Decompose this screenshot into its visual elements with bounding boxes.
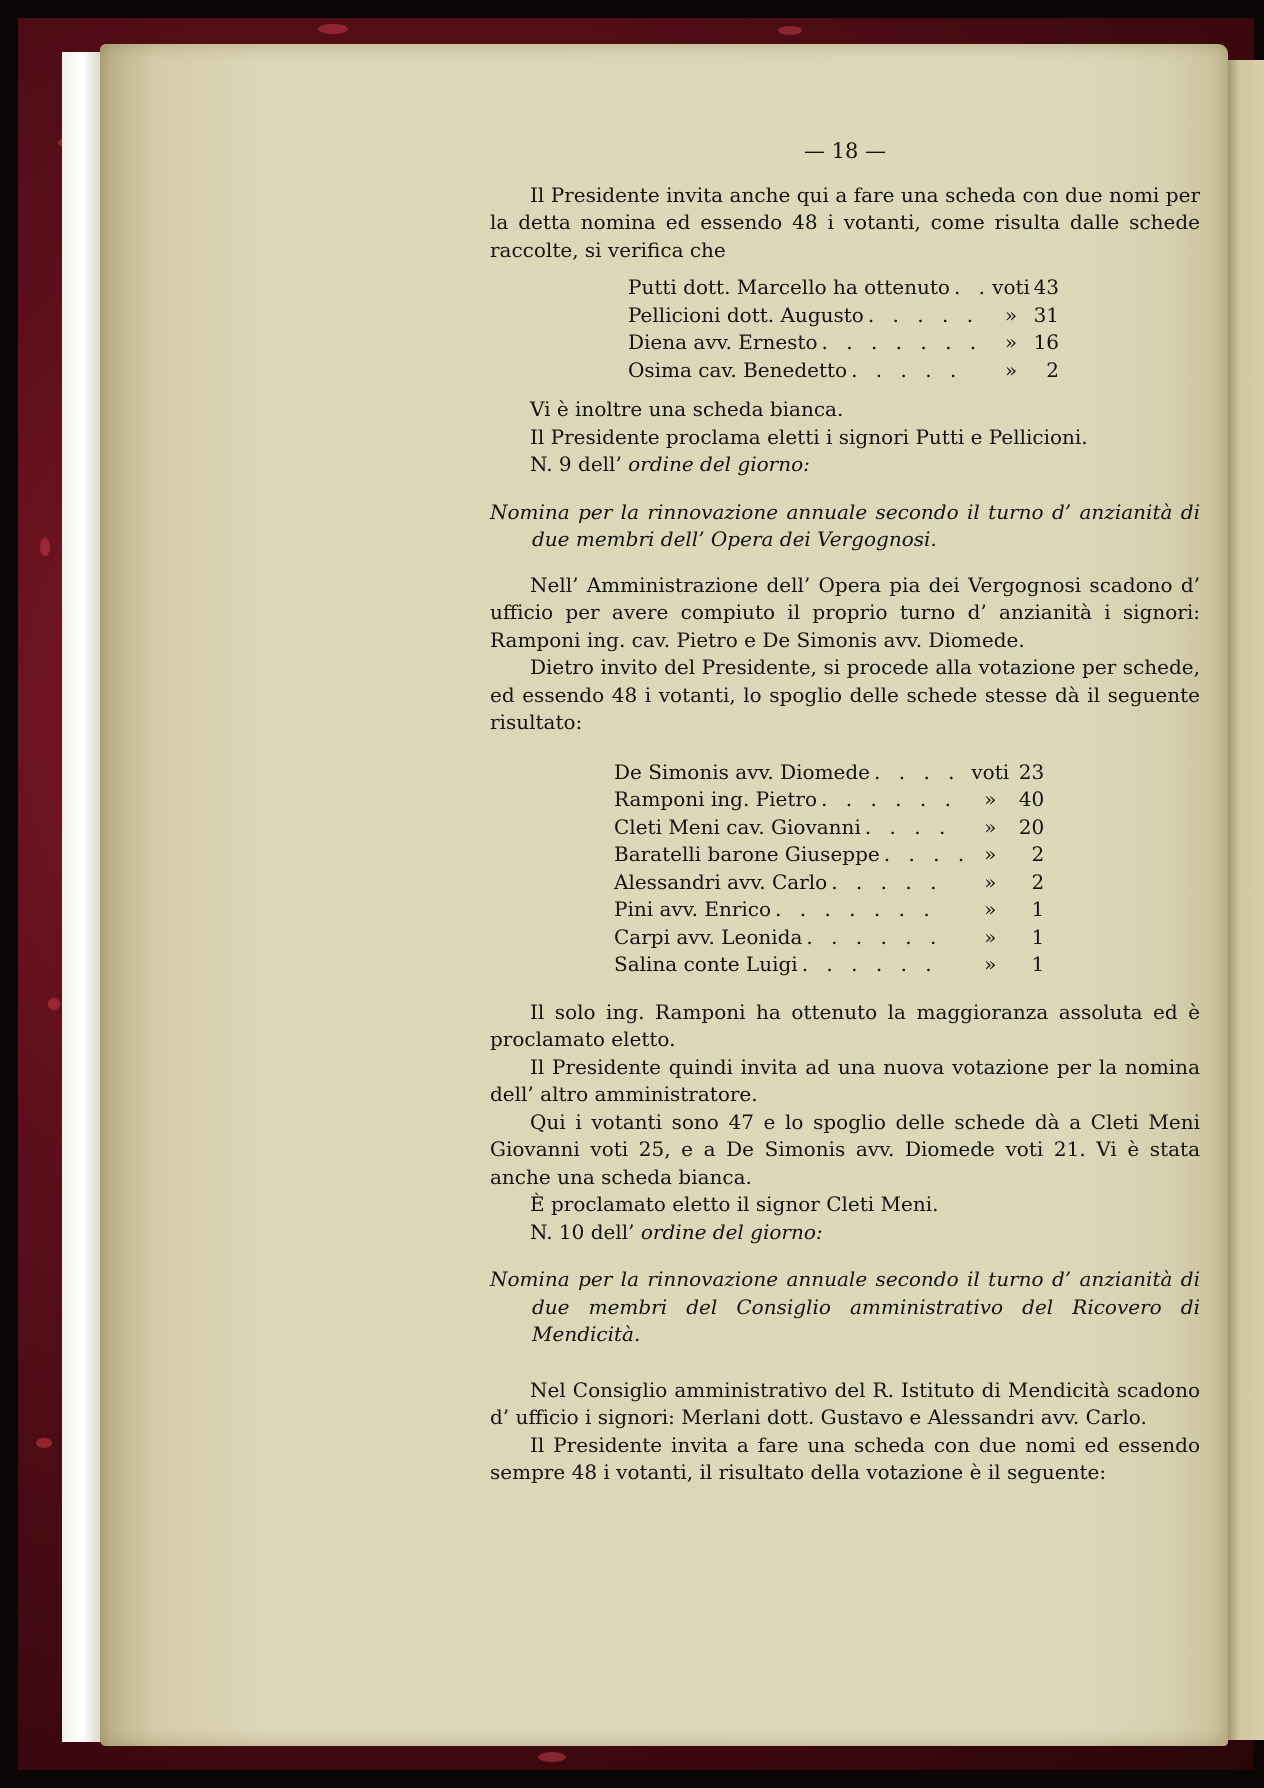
vote-count: 1 (1031, 952, 1045, 976)
binding-texture (40, 538, 50, 556)
candidate-name: De Simonis avv. Diomede (614, 759, 871, 784)
vote-count: 20 (1018, 814, 1045, 839)
vote-row (614, 814, 1044, 842)
vote-label: » (984, 787, 997, 811)
vote-count: 2 (1031, 869, 1045, 894)
candidate-name: Carpi avv. Leonida (614, 924, 803, 949)
leader-dots: . . . . . . . (821, 330, 983, 354)
vote-results-table-2 (614, 759, 1044, 979)
candidate-name: Putti dott. Marcello ha ottenuto (628, 275, 950, 299)
vote-count: 31 (1033, 302, 1060, 327)
vote-row (628, 357, 1059, 385)
page-text (490, 138, 1200, 1487)
agenda-label: ordine del giorno: (628, 452, 810, 476)
paragraph: Il Presidente invita anche qui a fare una scheda con due nomi per la detta nomina ed essendo 48 i votanti, come risulta dalle schede raccolte, si verifica che (490, 182, 1200, 262)
vote-row (614, 924, 1044, 952)
leader-dots: . . . . . (831, 869, 943, 894)
vote-label: voti (992, 275, 1030, 299)
binding-texture (778, 26, 802, 35)
vote-label: » (984, 869, 997, 894)
agenda-item (490, 451, 1200, 479)
leader-dots: . . . . (864, 814, 952, 839)
vote-results-table-1 (628, 274, 1059, 384)
candidate-name: Ramponi ing. Pietro (614, 787, 818, 811)
vote-label: » (984, 924, 997, 949)
leader-dots: . . (953, 275, 992, 299)
section-heading: Nomina per la rinnovazione annuale secondo il turno d’ anzianità di due membri dell’ Opera dei Vergognosi. (490, 499, 1200, 551)
candidate-name: Pellicioni dott. Augusto (628, 302, 864, 327)
paragraph: Il solo ing. Ramponi ha ottenuto la maggioranza assoluta ed è proclamato eletto. (490, 999, 1200, 1051)
paragraph: Vi è inoltre una scheda bianca. (530, 397, 844, 421)
leader-dots: . . . . . . (801, 952, 938, 976)
vote-label: voti (971, 759, 1010, 784)
vote-count: 2 (1031, 842, 1045, 866)
page-edges (62, 52, 102, 1742)
candidate-name: Salina conte Luigi (614, 952, 798, 976)
paragraph: Il Presidente quindi invita ad una nuova votazione per la nomina dell’ altro amministratore. (490, 1054, 1200, 1106)
binding-texture (36, 1438, 52, 1448)
paragraph: Nel Consiglio amministrativo del R. Istituto di Mendicità scadono d’ ufficio i signori: Merlani dott. Gustavo e Alessandri avv. Carlo. (490, 1377, 1200, 1429)
leader-dots: . . . . (874, 759, 961, 784)
vote-row (614, 841, 1044, 869)
agenda-number: N. 10 dell’ (530, 1219, 635, 1244)
vote-row (614, 786, 1044, 814)
binding-texture (318, 24, 348, 34)
vote-row (614, 951, 1044, 979)
vote-row (628, 329, 1059, 357)
candidate-name: Baratelli barone Giuseppe (614, 842, 880, 866)
candidate-name: Alessandri avv. Carlo (614, 869, 828, 894)
vote-count: 1 (1031, 924, 1045, 949)
paragraph: Il Presidente invita a fare una scheda con due nomi ed essendo sempre 48 i votanti, il risultato della votazione è il seguente: (490, 1432, 1200, 1484)
binding-texture (48, 998, 60, 1010)
vote-label: » (1004, 330, 1018, 354)
paragraph: Dietro invito del Presidente, si procede alla votazione per schede, ed essendo 48 i votanti, lo spoglio delle schede stesse dà il seguente risultato: (490, 655, 1200, 734)
vote-count: 23 (1018, 759, 1045, 784)
agenda-item (490, 1219, 1200, 1247)
candidate-name: Osima cav. Benedetto (628, 357, 848, 382)
vote-label: » (984, 952, 997, 976)
vote-row (614, 896, 1044, 924)
leader-dots: . . . . . (867, 302, 980, 327)
paragraph: È proclamato eletto il signor Cleti Meni. (530, 1192, 939, 1216)
section-heading: Nomina per la rinnovazione annuale secondo il turno d’ anzianità di due membri del Consiglio amministrativo del Ricovero di Mendicità. (490, 1267, 1200, 1346)
vote-row (628, 274, 1059, 302)
next-page-edge (1222, 60, 1264, 1740)
leader-dots: . . . . . . (821, 787, 957, 811)
vote-label: » (984, 897, 997, 921)
page-number: — 18 — (803, 139, 887, 163)
leader-dots: . . . . . . (806, 924, 943, 949)
paragraph: Il Presidente proclama eletti i signori Putti e Pellicioni. (530, 424, 1088, 449)
paragraph: Qui i votanti sono 47 e lo spoglio delle schede dà a Cleti Meni Giovanni voti 25, e a De Simonis avv. Diomede voti 21. Vi è stata anche una scheda bianca. (490, 1109, 1200, 1189)
vote-row (614, 759, 1044, 787)
vote-count: 1 (1031, 897, 1045, 921)
vote-label: » (984, 814, 997, 839)
vote-row (628, 302, 1059, 330)
vote-count: 40 (1018, 787, 1045, 811)
paragraph: Nell’ Amministrazione dell’ Opera pia dei Vergognosi scadono d’ ufficio per avere compiuto il proprio turno d’ anzianità i signori: Ramponi ing. cav. Pietro e De Simonis avv. Diomede. (490, 572, 1200, 652)
vote-label: » (1004, 357, 1018, 382)
vote-count: 2 (1046, 357, 1060, 382)
candidate-name: Pini avv. Enrico (614, 897, 772, 921)
vote-row (614, 869, 1044, 897)
candidate-name: Cleti Meni cav. Giovanni (614, 814, 861, 839)
leader-dots: . . . . (883, 842, 971, 866)
agenda-number: N. 9 dell’ (530, 452, 622, 476)
vote-count: 43 (1033, 275, 1060, 299)
vote-count: 16 (1033, 330, 1060, 354)
agenda-label: ordine del giorno: (640, 1219, 823, 1244)
binding-texture (538, 1752, 566, 1762)
leader-dots: . . . . . (851, 357, 963, 382)
leader-dots: . . . . . . . (775, 897, 936, 921)
candidate-name: Diena avv. Ernesto (628, 330, 818, 354)
vote-label: » (1004, 302, 1018, 327)
vote-label: » (984, 842, 997, 866)
